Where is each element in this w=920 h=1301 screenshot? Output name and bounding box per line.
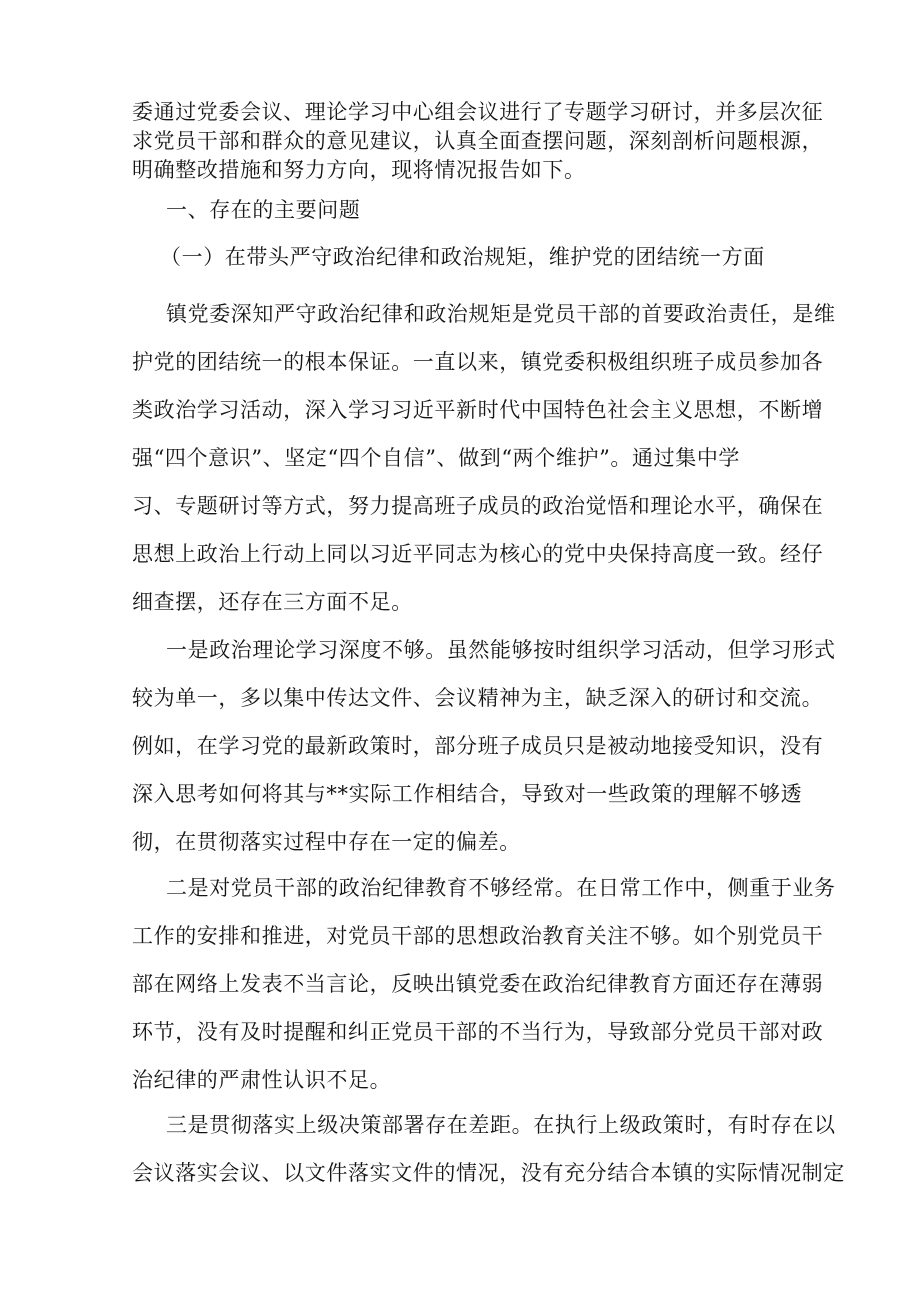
paragraph-line: 治纪律的严肃性认识不足。	[132, 1068, 392, 1092]
paragraph-line: 彻，在贯彻落实过程中存在一定的偏差。	[132, 830, 521, 854]
subsection-heading: （一）在带头严守政治纪律和政治规矩，维护党的团结统一方面	[160, 245, 765, 269]
paragraph-line: 习、专题研讨等方式，努力提高班子成员的政治觉悟和理论水平，确保在	[132, 494, 824, 518]
intro-paragraph	[132, 98, 824, 185]
paragraph-line: 二是对党员干部的政治纪律教育不够经常。在日常工作中，侧重于业务	[166, 876, 836, 900]
paragraph-line: 明确整改措施和努力方向，现将情况报告如下。	[132, 158, 586, 182]
paragraph-line: 求党员干部和群众的意见建议，认真全面查摆问题，深刻剖析问题根源，	[132, 129, 824, 153]
paragraph-discipline-education	[132, 864, 836, 1104]
paragraph-line: 委通过党委会议、理论学习中心组会议进行了专题学习研讨，并多层次征	[132, 100, 824, 124]
paragraph-line: 例如，在学习党的最新政策时，部分班子成员只是被动地接受知识，没有	[132, 734, 824, 758]
paragraph-line: 一是政治理论学习深度不够。虽然能够按时组织学习活动，但学习形式	[166, 638, 836, 662]
paragraph-line: 环节，没有及时提醒和纠正党员干部的不当行为，导致部分党员干部对政	[132, 1020, 824, 1044]
paragraph-line: 会议落实会议、以文件落实文件的情况，没有充分结合本镇的实际情况制定	[132, 1161, 845, 1185]
paragraph-line: 护党的团结统一的根本保证。一直以来，镇党委积极组织班子成员参加各	[132, 350, 824, 374]
paragraph-political-discipline	[132, 290, 836, 626]
paragraph-line: 部在网络上发表不当言论，反映出镇党委在政治纪律教育方面还存在薄弱	[132, 972, 824, 996]
paragraph-line: 工作的安排和推进，对党员干部的思想政治教育关注不够。如个别党员干	[132, 924, 824, 948]
paragraph-line: 强“四个意识”、坚定“四个自信”、做到“两个维护”。通过集中学	[132, 446, 741, 470]
paragraph-theory-study	[132, 626, 836, 866]
section-heading: 一、存在的主要问题	[166, 198, 361, 222]
paragraph-line: 三是贯彻落实上级决策部署存在差距。在执行上级政策时，有时存在以	[166, 1113, 836, 1137]
paragraph-line: 类政治学习活动，深入学习习近平新时代中国特色社会主义思想，不断增	[132, 398, 824, 422]
paragraph-line: 深入思考如何将其与**实际工作相结合，导致对一些政策的理解不够透	[132, 782, 803, 806]
paragraph-line: 镇党委深知严守政治纪律和政治规矩是党员干部的首要政治责任，是维	[166, 302, 836, 326]
paragraph-line: 思想上政治上行动上同以习近平同志为核心的党中央保持高度一致。经仔	[132, 542, 824, 566]
paragraph-implementation	[132, 1101, 845, 1197]
paragraph-line: 较为单一，多以集中传达文件、会议精神为主，缺乏深入的研讨和交流。	[132, 686, 824, 710]
paragraph-line: 细查摆，还存在三方面不足。	[132, 590, 413, 614]
